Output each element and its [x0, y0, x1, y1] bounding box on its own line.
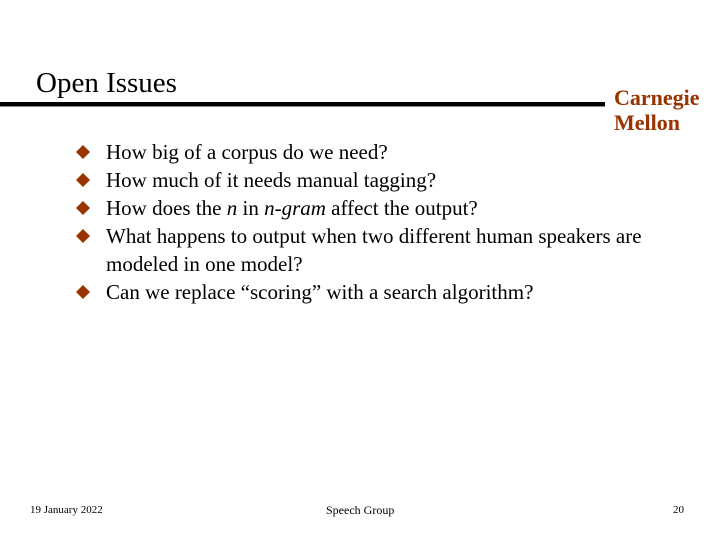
- bullet-text: [106, 196, 478, 220]
- slide-title: Open Issues: [36, 67, 177, 99]
- text-segment: Can we replace “scoring” with a search algorithm?: [106, 280, 534, 304]
- brand-logo: [614, 85, 700, 135]
- bullet-item: [76, 278, 696, 306]
- italic-term: n: [226, 196, 238, 220]
- text-segment: in: [237, 196, 265, 220]
- diamond-bullet-icon: [76, 285, 90, 299]
- text-segment: How big of a corpus do we need?: [106, 140, 388, 164]
- text-segment: affect the output?: [325, 196, 478, 220]
- diamond-bullet-icon: [76, 173, 90, 187]
- bullet-list: [76, 138, 696, 306]
- bullet-text: [106, 168, 436, 192]
- text-segment: What happens to output when two different human speakers are modeled in one model?: [106, 224, 642, 276]
- italic-term: n-gram: [264, 196, 326, 220]
- title-rule: [0, 102, 605, 106]
- bullet-text: [106, 140, 388, 164]
- brand-line-2: Mellon: [614, 110, 680, 135]
- footer-date: 19 January 2022: [30, 504, 103, 516]
- bullet-item: [76, 166, 696, 194]
- page-number: 20: [673, 504, 684, 516]
- bullet-item: [76, 138, 696, 166]
- brand-line-1: Carnegie: [614, 85, 700, 110]
- bullet-item: [76, 222, 696, 278]
- footer-group: Speech Group: [326, 503, 395, 517]
- diamond-bullet-icon: [76, 201, 90, 215]
- text-segment: How does the: [106, 196, 227, 220]
- diamond-bullet-icon: [76, 145, 90, 159]
- bullet-item: [76, 194, 696, 222]
- text-segment: How much of it needs manual tagging?: [106, 168, 437, 192]
- bullet-text: [106, 224, 642, 276]
- diamond-bullet-icon: [76, 229, 90, 243]
- bullet-text: [106, 280, 533, 304]
